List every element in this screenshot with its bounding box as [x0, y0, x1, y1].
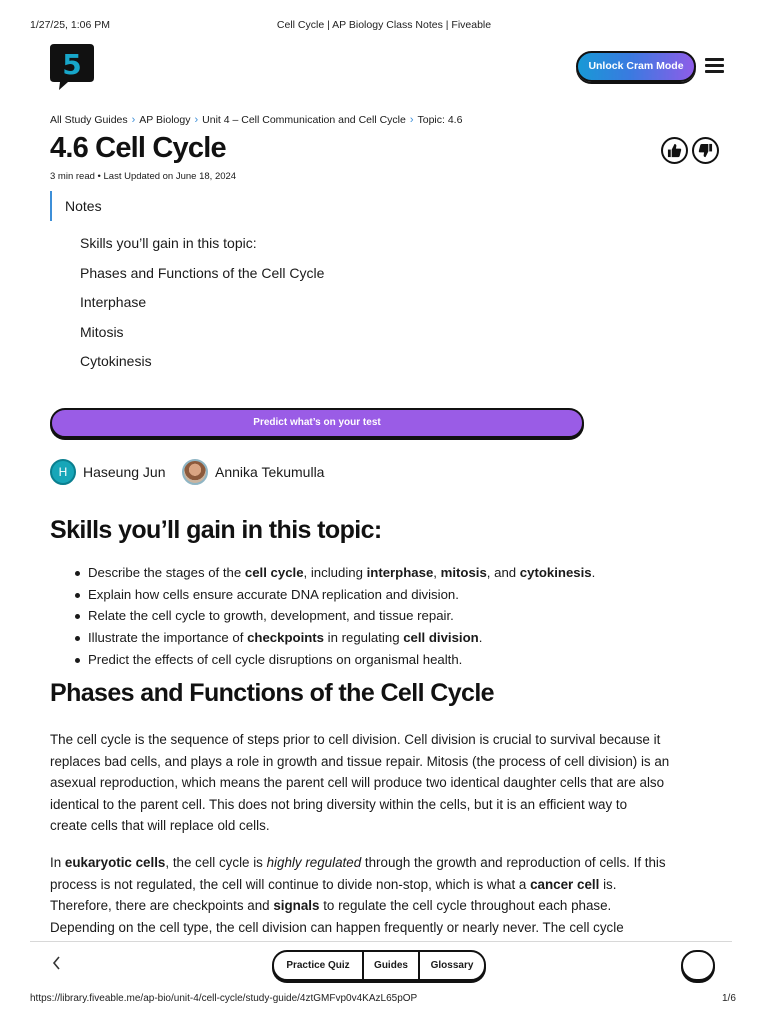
list-item: Relate the cell cycle to growth, development, and tissue repair.	[88, 606, 595, 628]
print-url: https://library.fiveable.me/ap-bio/unit-4/cell-cycle/study-guide/4ztGMFvp0v4KAzL65pOP	[30, 993, 418, 1004]
thumbs-down-icon	[698, 143, 713, 158]
glossary-button[interactable]: Glossary	[418, 950, 486, 981]
breadcrumb-item-unit-4[interactable]: Unit 4 – Cell Communication and Cell Cycle	[202, 114, 406, 126]
author-name: Annika Tekumulla	[215, 464, 325, 480]
author-name: Haseung Jun	[83, 464, 166, 480]
list-item: Describe the stages of the cell cycle, including interphase, mitosis, and cytokinesis.	[88, 563, 595, 585]
guides-button[interactable]: Guides	[362, 950, 420, 981]
chevron-right-icon: ›	[194, 114, 199, 126]
thumbs-up-icon	[667, 143, 682, 158]
practice-quiz-button[interactable]: Practice Quiz	[272, 950, 364, 981]
list-item: Illustrate the importance of checkpoints in regulating cell division.	[88, 628, 595, 650]
article-meta	[50, 171, 236, 182]
skills-list	[88, 563, 595, 671]
avatar: H	[50, 459, 76, 485]
last-updated: Last Updated on June 18, 2024	[103, 171, 237, 182]
read-time: 3 min read	[50, 171, 95, 182]
phases-heading: Phases and Functions of the Cell Cycle	[50, 679, 494, 707]
list-item: Explain how cells ensure accurate DNA replication and division.	[88, 585, 595, 607]
profile-button-icon[interactable]	[681, 950, 715, 981]
paragraph: In eukaryotic cells, the cell cycle is highly regulated through the growth and reproduction of cells. If this process is not regulated, the cell will continue to divide non-stop, which is what a cancer cell is. Therefore, there are checkpoints and signals to regulate the cell cycle throughout each phase. Depending on the cell type, the cell division can happen frequently or nearly never. The cell cycle	[50, 855, 666, 935]
chevron-right-icon: ›	[409, 114, 414, 126]
list-item: Predict the effects of cell cycle disruptions on organismal health.	[88, 650, 595, 672]
breadcrumb-item-topic[interactable]: Topic: 4.6	[417, 114, 463, 126]
meta-bullet: •	[97, 171, 101, 182]
toc-item[interactable]: Interphase	[80, 294, 147, 310]
hamburger-menu-icon[interactable]	[705, 58, 724, 74]
author-link[interactable]	[50, 459, 166, 485]
toc-item[interactable]: Phases and Functions of the Cell Cycle	[80, 264, 325, 281]
unlock-cram-mode-button[interactable]: Unlock Cram Mode	[576, 51, 696, 82]
avatar	[182, 459, 208, 485]
breadcrumb-item-all-study-guides[interactable]: All Study Guides	[50, 114, 128, 126]
toc-item[interactable]: Skills you’ll gain in this topic:	[80, 235, 257, 251]
breadcrumb-item-ap-biology[interactable]: AP Biology	[139, 114, 191, 126]
skills-heading: Skills you’ll gain in this topic:	[50, 516, 382, 544]
chevron-right-icon: ›	[131, 114, 136, 126]
thumbs-up-button[interactable]	[661, 137, 688, 164]
predict-test-button[interactable]: Predict what’s on your test	[50, 408, 584, 438]
divider	[30, 941, 732, 942]
paragraph: The cell cycle is the sequence of steps prior to cell division. Cell division is crucial to survival because it replaces bad cells, and plays a role in growth and tissue repair. Mitosis (the process of cell division) is an asexual reproduction, which means the parent cell will produce two identical daughter cells that are also identical to the parent cell. This does not bring diversity within the cells, but it is an efficient way to create cells that will replace old cells.	[50, 732, 670, 834]
thumbs-down-button[interactable]	[692, 137, 719, 164]
logo-text: 5	[62, 48, 82, 81]
chevron-left-icon[interactable]	[50, 954, 64, 972]
author-link[interactable]	[182, 459, 324, 485]
breadcrumb	[50, 114, 462, 126]
fiveable-5-logo-icon[interactable]	[50, 44, 94, 90]
bottom-nav	[272, 950, 484, 981]
toc-item[interactable]: Cytokinesis	[80, 353, 152, 369]
page-title: 4.6 Cell Cycle	[50, 132, 226, 164]
print-page-title: Cell Cycle | AP Biology Class Notes | Fiveable	[276, 19, 492, 31]
tab-notes[interactable]: Notes	[50, 191, 102, 221]
print-datetime: 1/27/25, 1:06 PM	[30, 19, 110, 31]
table-of-contents	[80, 233, 324, 381]
toc-item[interactable]: Mitosis	[80, 323, 124, 340]
print-page-number: 1/6	[722, 993, 736, 1004]
print-header	[0, 19, 768, 33]
